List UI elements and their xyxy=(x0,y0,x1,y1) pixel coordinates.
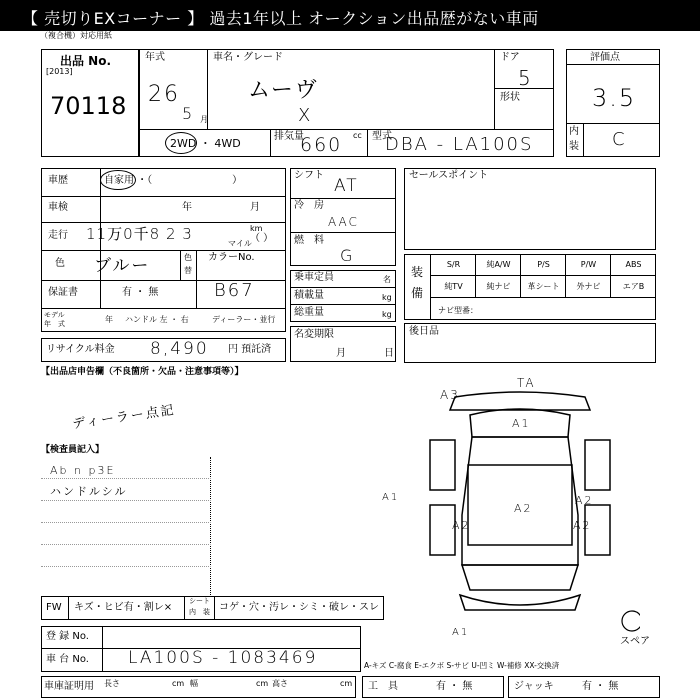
door-label: ドア xyxy=(500,52,520,63)
equipment-item-label: 純TV xyxy=(444,282,463,291)
interior-label-1: 内 xyxy=(569,126,579,137)
damage-seat-2: 内 装 xyxy=(189,608,210,616)
damage-mark-front: TA xyxy=(517,376,536,390)
navi-label: ナビ型番： xyxy=(438,306,478,315)
score-label: 評価点 xyxy=(590,52,620,63)
interior-value: C xyxy=(612,129,627,150)
model-label: 型式 xyxy=(372,131,392,142)
month-value: 5 xyxy=(182,104,195,123)
recycle-value: 8,490 xyxy=(150,339,209,359)
damage-mark-rear: A1 xyxy=(452,627,470,638)
damage-mark-rrdoor: A2 xyxy=(573,519,592,532)
footer-cm-2: cm xyxy=(256,679,269,688)
shape-label: 形状 xyxy=(500,92,520,103)
damage-items: キズ・ヒビ有・割レ× xyxy=(74,602,173,613)
lot-label: 出品 No. xyxy=(60,54,112,68)
equipment-item-label: P/W xyxy=(580,260,597,269)
fuel-value: G xyxy=(340,246,355,265)
gross-unit: kg xyxy=(382,310,392,319)
history-label: 車歴 xyxy=(48,175,68,186)
color-label: 色 xyxy=(55,258,65,269)
inspector-label: 【検査員記入】 xyxy=(41,445,105,455)
model-year-year: 年 xyxy=(105,315,113,324)
equipment-item xyxy=(611,276,656,298)
inspector-line-1: Ab n p3E xyxy=(50,464,116,477)
damage-legend: A-キズ C-腐食 E-エクボ S-サビ U-凹ミ W-補修 XX-交換済 xyxy=(364,661,560,670)
seat-unit: 名 xyxy=(383,275,391,284)
equipment-item-label: P/S xyxy=(537,260,550,269)
damage-mark-roof: A2 xyxy=(514,502,533,515)
inspection-year: 年 xyxy=(182,202,192,213)
arrival-box xyxy=(404,323,656,363)
mileage-label: 走行 xyxy=(48,230,68,241)
damage-mark-rdoor: A2 xyxy=(575,494,594,507)
mileage-paren: （ ） xyxy=(250,233,274,244)
warranty-label: 保証書 xyxy=(48,287,78,298)
year-value: 26 xyxy=(148,82,180,107)
door-value: 5 xyxy=(518,66,533,90)
seller-notes-label: 【出品店申告欄（不良箇所・欠品・注意事項等）】 xyxy=(41,367,244,377)
mileage-value: 11万0千8 2 3 xyxy=(86,225,193,243)
color-code-value: B67 xyxy=(214,280,255,301)
inspection-label: 車検 xyxy=(48,202,68,213)
model-year-label-1: モデル xyxy=(44,311,65,319)
load-label: 積載量 xyxy=(294,290,324,301)
header-title: 【 売切りEXコーナー 】 過去1年以上 オークション出品歴がない車両 xyxy=(22,9,539,28)
arrival-label: 後日品 xyxy=(409,326,439,337)
cc-label: cc xyxy=(353,131,362,140)
damage-seat-1: シート xyxy=(189,597,210,605)
equipment-item xyxy=(431,254,476,276)
equipment-label-2: 備 xyxy=(411,286,424,300)
drive-type: 2WD ・ 4WD xyxy=(170,137,241,150)
grade-value: X xyxy=(298,105,313,126)
footer-width: 幅 xyxy=(190,679,198,688)
seat-label: 乗車定員 xyxy=(294,272,334,283)
equipment-item xyxy=(566,276,611,298)
month-suffix: 月 xyxy=(200,115,208,124)
spare-label: スペア xyxy=(620,636,650,647)
damage-mark-left: A1 xyxy=(382,492,400,503)
equipment-item xyxy=(431,276,476,298)
footer-long: 長さ xyxy=(104,679,120,688)
inspection-month: 月 xyxy=(250,202,260,213)
tools-value: 有 ・ 無 xyxy=(436,681,473,692)
lot-number: 70118 xyxy=(50,92,127,120)
footer-cm-3: cm xyxy=(340,679,353,688)
equipment-item-label: 革シート xyxy=(527,282,560,291)
footer-cm-1: cm xyxy=(172,679,185,688)
chassis-value: LA100S - 1083469 xyxy=(128,648,318,668)
equipment-item xyxy=(476,276,521,298)
color-value: ブルー xyxy=(94,256,151,276)
equipment-item xyxy=(521,276,566,298)
fuel-label: 燃 料 xyxy=(294,235,324,246)
color-code-label: カラーNo. xyxy=(208,252,255,263)
shift-value: AT xyxy=(334,176,359,196)
equipment-item-label: 純A/W xyxy=(486,260,511,269)
displacement-value: 660 xyxy=(300,134,343,156)
inspector-line-2: ハンドルシル xyxy=(50,485,128,498)
damage-mark-ldoor: A2 xyxy=(452,519,471,532)
title-change-day: 日 xyxy=(384,348,394,359)
equipment-item xyxy=(476,254,521,276)
color-change-1: 色 xyxy=(184,253,192,262)
equipment-item-label: エアB xyxy=(622,282,645,291)
name-value: ムーヴ xyxy=(248,78,319,103)
interior-label-2: 装 xyxy=(569,141,579,152)
equipment-item xyxy=(611,254,656,276)
model-year-dealer: ディーラー・並行 xyxy=(212,315,276,324)
name-label: 車名・グレード xyxy=(213,52,283,63)
gross-label: 総重量 xyxy=(294,307,324,318)
equipment-item xyxy=(521,254,566,276)
history-circle xyxy=(100,170,136,190)
color-change-2: 替 xyxy=(184,266,192,275)
footer-height: 高さ xyxy=(272,679,288,688)
title-change-label: 名変期限 xyxy=(294,329,334,340)
drive-circle xyxy=(165,132,197,154)
title-change-month: 月 xyxy=(336,348,346,359)
jack-value: 有 ・ 無 xyxy=(582,681,619,692)
model-year-handle: ハンドル 左 ・ 右 xyxy=(125,315,189,324)
warranty-value: 有 ・ 無 xyxy=(122,287,159,298)
year-label: 年式 xyxy=(145,52,165,63)
equipment-item-label: ABS xyxy=(625,260,642,269)
equipment-item-label: 純ナビ xyxy=(486,282,511,291)
equipment-item-label: 外ナビ xyxy=(576,282,601,291)
damage-mark-hood: A1 xyxy=(512,417,531,430)
tools-label: 工 具 xyxy=(368,681,398,692)
history-value: 自家用 ・（ ） xyxy=(104,175,243,186)
header-subtitle: （複合機）対応用紙 xyxy=(40,31,112,40)
mileage-unit-km: km xyxy=(250,224,263,233)
equipment-item-label: S/R xyxy=(446,260,461,269)
chassis-label: 車 台 No. xyxy=(46,654,89,665)
displacement-label: 排気量 xyxy=(274,131,304,142)
shift-label: シフト xyxy=(294,170,324,181)
ac-label: 冷 房 xyxy=(294,200,324,211)
recycle-label: リサイクル料金 xyxy=(46,344,115,355)
recycle-unit: 円 預託済 xyxy=(228,344,272,355)
sales-points-label: セールスポイント xyxy=(409,170,489,181)
score-value: 3.5 xyxy=(592,84,637,112)
model-year-label-2: 年 式 xyxy=(44,320,65,328)
load-unit: kg xyxy=(382,293,392,302)
seller-notes-handwritten: ディーラー点記 xyxy=(71,402,177,433)
jack-label: ジャッキ xyxy=(514,681,554,692)
ac-value: AAC xyxy=(328,215,359,229)
damage-items-2: コゲ・穴・汚レ・シミ・破レ・スレ xyxy=(219,602,379,613)
equipment-item xyxy=(566,254,611,276)
reg-label: 登 録 No. xyxy=(46,631,89,642)
mileage-unit-mile: マイル xyxy=(228,239,252,248)
damage-fw: FW xyxy=(46,602,62,613)
cert-label: 車庫証明用 xyxy=(44,681,94,692)
damage-mark-a3: A3 xyxy=(440,388,460,402)
lot-year-stamp: [2013] xyxy=(46,67,73,76)
model-value: DBA - LA100S xyxy=(385,134,534,155)
equipment-label-1: 装 xyxy=(411,265,424,279)
